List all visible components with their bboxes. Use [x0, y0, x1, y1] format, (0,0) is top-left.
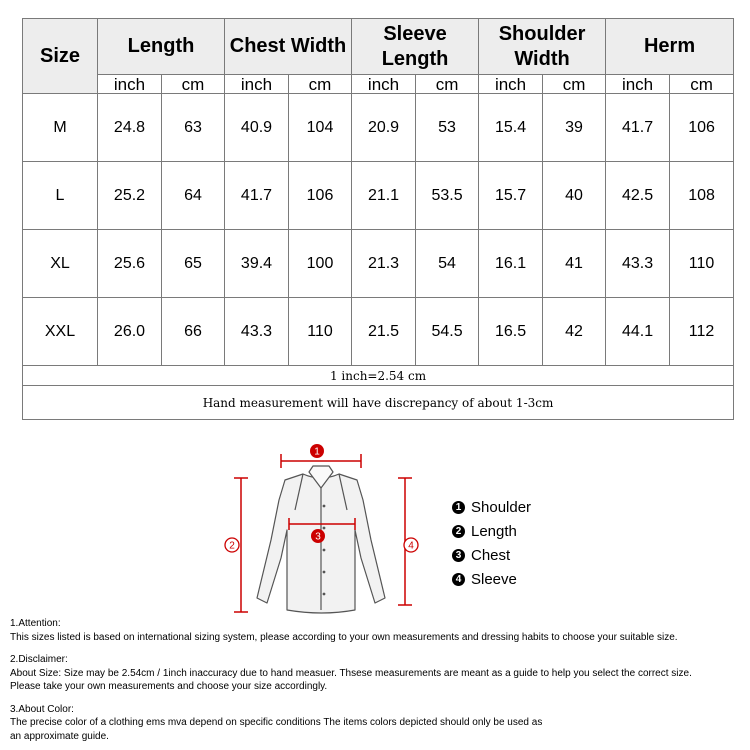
size-cell: XXL	[23, 298, 98, 366]
marker-3	[311, 529, 325, 543]
disclaimer-text: About Size: Size may be 2.54cm / 1inch inaccuracy due to hand measuer. Thsese measurements are meant as a guide to help you select the correct size.	[10, 667, 692, 679]
unit-cell: cm	[416, 75, 479, 94]
legend-label: Sleeve	[471, 570, 517, 588]
value-cell: 21.1	[352, 162, 416, 230]
size-cell: M	[23, 94, 98, 162]
legend-number: 3	[452, 549, 465, 562]
legend-number: 2	[452, 525, 465, 538]
value-cell: 54	[416, 230, 479, 298]
disclaimer-title: 2.Disclaimer:	[10, 654, 68, 665]
disclaimer-text: Please take your own measurements and choose your size accordingly.	[10, 681, 328, 692]
unit-cell: inch	[225, 75, 289, 94]
header-size: Size	[23, 19, 98, 94]
size-cell: XL	[23, 230, 98, 298]
unit-cell: cm	[670, 75, 734, 94]
svg-text:1: 1	[314, 446, 320, 458]
color-title: 3.About Color:	[10, 703, 74, 715]
value-cell: 16.5	[479, 298, 543, 366]
value-cell: 40.9	[225, 94, 289, 162]
legend-label: Shoulder	[471, 498, 532, 516]
value-cell: 26.0	[98, 298, 162, 366]
value-cell: 63	[162, 94, 225, 162]
value-cell: 41	[543, 230, 606, 298]
marker-2	[225, 538, 239, 552]
value-cell: 21.3	[352, 230, 416, 298]
legend-item-shoulder	[452, 495, 531, 519]
value-cell: 25.6	[98, 230, 162, 298]
measurement-legend	[452, 495, 531, 591]
value-cell: 44.1	[606, 298, 670, 366]
size-cell: L	[23, 162, 98, 230]
unit-cell: cm	[543, 75, 606, 94]
header-sleeve-length: Sleeve Length	[352, 19, 479, 75]
value-cell: 54.5	[416, 298, 479, 366]
marker-1	[310, 444, 324, 458]
value-cell: 53	[416, 94, 479, 162]
value-cell: 41.7	[606, 94, 670, 162]
table-units-row	[23, 75, 734, 94]
value-cell: 64	[162, 162, 225, 230]
value-cell: 65	[162, 230, 225, 298]
unit-cell: cm	[289, 75, 352, 94]
color-text: an approximate guide.	[10, 730, 109, 742]
value-cell: 40	[543, 162, 606, 230]
unit-cell: cm	[162, 75, 225, 94]
unit-cell: inch	[606, 75, 670, 94]
value-cell: 16.1	[479, 230, 543, 298]
legend-item-length	[452, 519, 531, 543]
value-cell: 42	[543, 298, 606, 366]
table-note-row	[23, 366, 734, 386]
value-cell: 106	[670, 94, 734, 162]
value-cell: 100	[289, 230, 352, 298]
value-cell: 43.3	[225, 298, 289, 366]
value-cell: 43.3	[606, 230, 670, 298]
legend-item-sleeve	[452, 567, 531, 591]
value-cell: 112	[670, 298, 734, 366]
value-cell: 104	[289, 94, 352, 162]
value-cell: 20.9	[352, 94, 416, 162]
legend-label: Chest	[471, 546, 511, 564]
value-cell: 25.2	[98, 162, 162, 230]
marker-4	[404, 538, 418, 552]
notes-section	[10, 617, 745, 743]
legend-label: Length	[471, 522, 517, 540]
svg-text:3: 3	[315, 531, 321, 543]
color-text: The precise color of a clothing ems mva depend on specific conditions The items colors depicted should only be used as	[10, 717, 543, 728]
conversion-note: 1 inch=2.54 cm	[23, 366, 734, 386]
value-cell: 15.7	[479, 162, 543, 230]
value-cell: 42.5	[606, 162, 670, 230]
value-cell: 15.4	[479, 94, 543, 162]
size-chart-table	[22, 18, 734, 420]
legend-number: 1	[452, 501, 465, 514]
unit-cell: inch	[352, 75, 416, 94]
discrepancy-note: Hand measurement will have discrepancy of about 1-3cm	[23, 386, 734, 420]
table-row	[23, 94, 734, 162]
svg-text:4: 4	[408, 540, 414, 552]
header-herm: Herm	[606, 19, 734, 75]
value-cell: 39.4	[225, 230, 289, 298]
header-chest-width: Chest Width	[225, 19, 352, 75]
unit-cell: inch	[98, 75, 162, 94]
header-length: Length	[98, 19, 225, 75]
value-cell: 110	[289, 298, 352, 366]
table-note-row	[23, 386, 734, 420]
value-cell: 24.8	[98, 94, 162, 162]
svg-text:2: 2	[229, 540, 235, 552]
value-cell: 66	[162, 298, 225, 366]
legend-number: 4	[452, 573, 465, 586]
table-header-row	[23, 19, 734, 75]
table-row	[23, 230, 734, 298]
value-cell: 41.7	[225, 162, 289, 230]
value-cell: 39	[543, 94, 606, 162]
header-shoulder-width: Shoulder Width	[479, 19, 606, 75]
attention-title: 1.Attention:	[10, 618, 61, 629]
unit-cell: inch	[479, 75, 543, 94]
shirt-measurement-diagram	[215, 440, 440, 620]
attention-text: This sizes listed is based on international sizing system, please according to your own measurements and dressing habits to choose your suitable size.	[10, 631, 678, 643]
legend-item-chest	[452, 543, 531, 567]
table-row	[23, 298, 734, 366]
value-cell: 21.5	[352, 298, 416, 366]
table-row	[23, 162, 734, 230]
value-cell: 108	[670, 162, 734, 230]
value-cell: 106	[289, 162, 352, 230]
value-cell: 110	[670, 230, 734, 298]
value-cell: 53.5	[416, 162, 479, 230]
